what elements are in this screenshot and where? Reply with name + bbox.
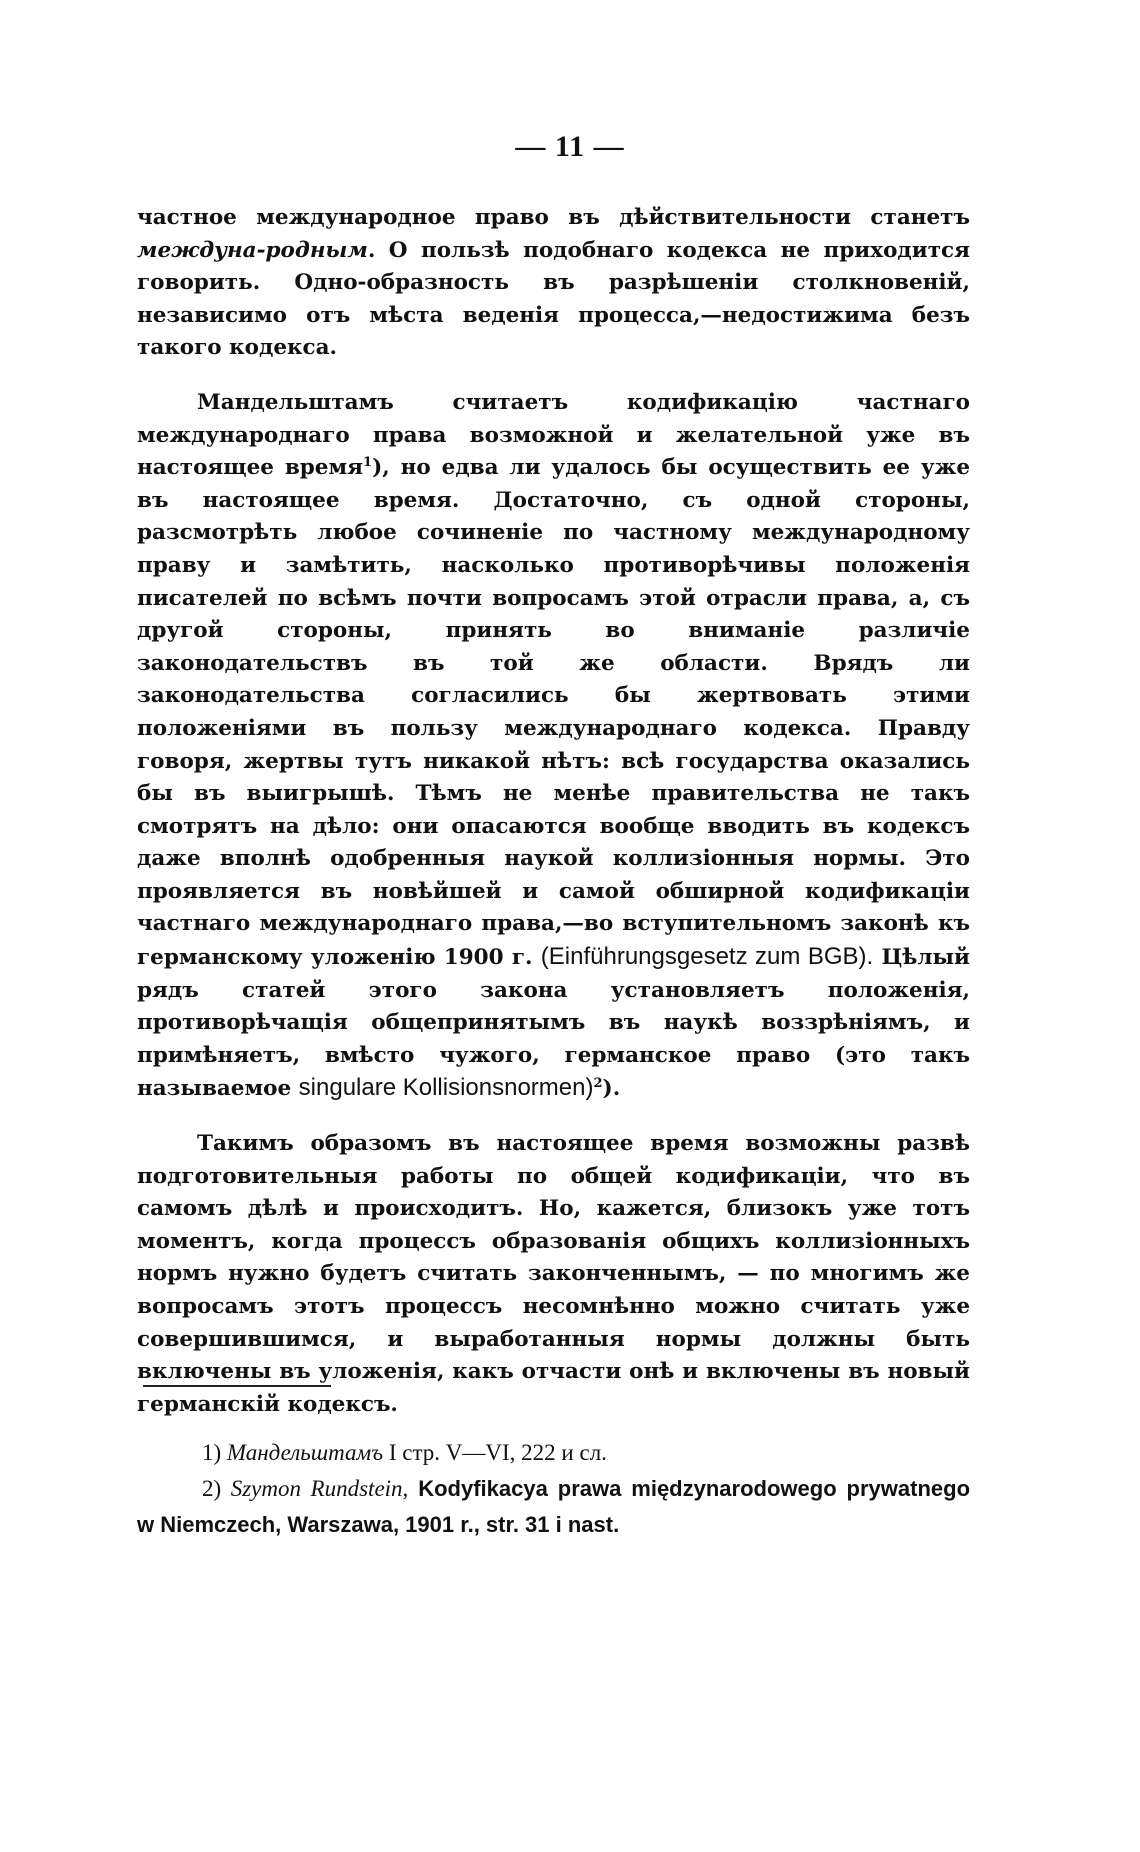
footnote-2 (137, 1471, 970, 1543)
footnote-2-marker: 2) (202, 1476, 222, 1501)
paragraph-1-text-b: . О пользѣ подобнаго кодекса не приходится говорить. Одно-образность въ разрѣшеніи столкновеній, независимо отъ мѣста веденія процесса,—недостижима безъ такого кодекса. (137, 237, 970, 361)
paragraph-1-text-a: частное международное право въ дѣйствительности станетъ (137, 205, 970, 230)
paragraph-2-latin-b: singulare Kollisionsnormen) (298, 1074, 594, 1102)
paragraph-2-text-d: ). (602, 1076, 621, 1102)
page-number: — 11 — (515, 130, 625, 163)
paragraph-2 (137, 387, 970, 1106)
footnote-2-text: Kodyfikacya prawa międzynarodowego prywatnego w Niemczech, Warszawa, 1901 r., str. 31 i nast. (137, 1476, 971, 1537)
footnote-1-author: Мандельштамъ (226, 1440, 384, 1465)
paragraph-2-text-c: Цѣлый рядъ статей этого закона установляетъ положенія, противорѣчащія общепринятымъ въ наукѣ воззрѣніямъ, и примѣняетъ, вмѣсто чужого, германское право (это такъ называемое (137, 945, 970, 1102)
paragraph-1 (137, 202, 970, 365)
footnote-2-author: Szymon Rundstein, (230, 1476, 409, 1501)
paragraph-2-text-b: ), но едва ли удалось бы осуществить ее уже въ настоящее время. Достаточно, съ одной стороны, разсмотрѣть любое сочиненіе по частному международному праву и замѣтить, насколько противорѣчивы положенія писателей по всѣмъ почти вопросамъ этой отрасли права, а, съ другой стороны, принять во вниманіе различіе законодательствъ въ той же области. Врядъ ли законодательства согласились бы жертвовать этими положеніями въ пользу международнаго кодекса. Правду говоря, жертвы тутъ никакой нѣтъ: всѣ государства оказались бы въ выигрышѣ. Тѣмъ не менѣе правительства не такъ смотрятъ на дѣло: они опасаются вообще вводить въ кодексъ даже вполнѣ одобренныя наукой коллизіонныя нормы. Это проявляется въ новѣйшей и самой обширной кодификаціи частнаго международнаго права,—во вступительномъ законѣ къ германскому уложенію 1900 г. (137, 455, 970, 971)
paragraph-2-latin-a: (Einführungsgesetz zum BGB). (540, 943, 874, 971)
footnote-ref-1: 1 (363, 455, 373, 470)
footnotes (137, 1435, 970, 1543)
footnote-divider (143, 1385, 331, 1387)
footnote-1-text: I стр. V—VI, 222 и сл. (383, 1440, 607, 1465)
body-text (137, 202, 970, 1421)
footnote-1-marker: 1) (202, 1440, 222, 1465)
paragraph-2-text-a: Мандельштамъ считаетъ кодификацію частнаго международнаго права возможной и желательной уже въ настоящее время (137, 389, 970, 481)
footnote-ref-2: 2 (593, 1076, 603, 1092)
footnote-1 (137, 1435, 970, 1471)
paragraph-1-emphasis: междуна-родным (137, 237, 368, 263)
paragraph-3: Такимъ образомъ въ настоящее время возможны развѣ подготовительныя работы по общей кодификаціи, что въ самомъ дѣлѣ и происходитъ. Но, кажется, близокъ уже тотъ моментъ, когда процессъ образованія общихъ коллизіонныхъ нормъ нужно будетъ считать законченнымъ, — по многимъ же вопросамъ этотъ процессъ несомнѣнно можно считать уже совершившимся, и выработанныя нормы должны быть включены въ уложенія, какъ отчасти онѣ и включены въ новый германскій кодексъ. (137, 1131, 970, 1417)
